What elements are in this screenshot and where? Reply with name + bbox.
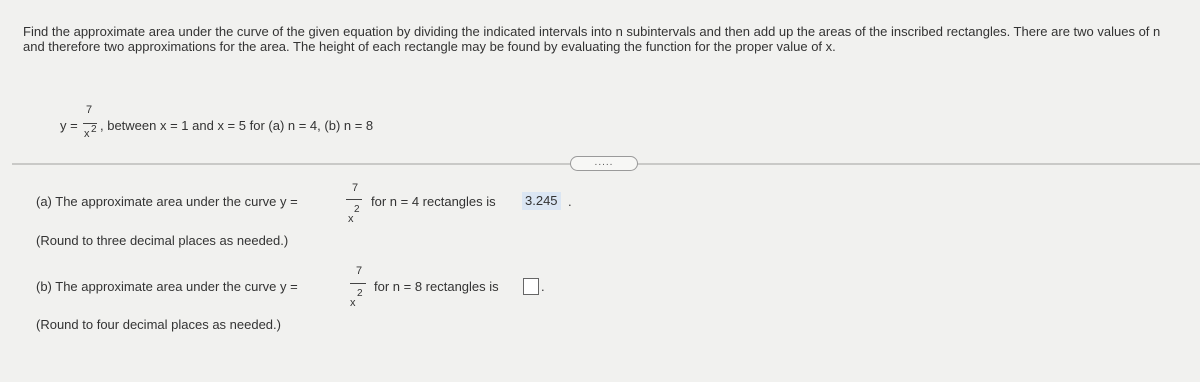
part-b-exponent: 2 — [357, 288, 363, 299]
part-a-end: . — [568, 194, 572, 209]
part-b-end: . — [541, 279, 545, 294]
part-b-answer-input[interactable] — [523, 278, 539, 295]
part-b-prefix: (b) The approximate area under the curve y = — [36, 279, 298, 294]
part-a-denominator: x — [348, 213, 354, 225]
part-b-denominator: x — [350, 297, 356, 309]
part-a-round-note: (Round to three decimal places as needed.) — [36, 233, 289, 248]
part-a-answer[interactable]: 3.245 — [522, 192, 561, 210]
part-a-exponent: 2 — [354, 204, 360, 215]
part-b-numerator: 7 — [356, 265, 363, 277]
equation-lhs: y = — [60, 118, 78, 133]
part-a-prefix: (a) The approximate area under the curve y = — [36, 194, 298, 209]
more-button[interactable]: ..... — [570, 156, 638, 171]
part-b-suffix: for n = 8 rectangles is — [374, 279, 499, 294]
equation-numerator: 7 — [86, 104, 93, 116]
equation-interval: , between x = 1 and x = 5 for (a) n = 4, (b) n = 8 — [100, 118, 374, 133]
part-a-numerator: 7 — [352, 182, 359, 194]
part-a-suffix: for n = 4 rectangles is — [371, 194, 496, 209]
problem-instructions: Find the approximate area under the curve of the given equation by dividing the indicated intervals into n subintervals and then add up the areas of the inscribed rectangles. There are two values of n and therefore two approximations for the area. The height of each rectangle may be found by evaluating the function for the proper value of x. — [23, 24, 1161, 54]
part-b-round-note: (Round to four decimal places as needed.) — [36, 317, 281, 332]
equation-denominator: x — [84, 128, 90, 140]
equation-exponent: 2 — [91, 124, 97, 135]
